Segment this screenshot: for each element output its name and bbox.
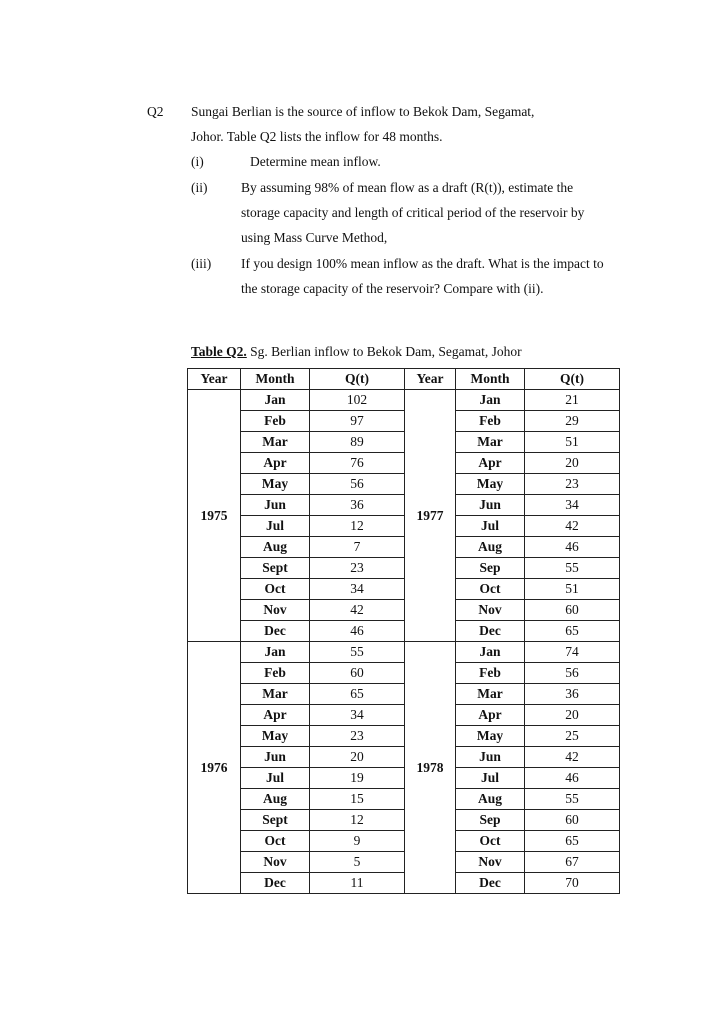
header-year-right: Year	[405, 369, 456, 390]
year-cell: 1975	[188, 390, 241, 642]
inflow-value-cell: 12	[310, 516, 405, 537]
table-row	[188, 453, 620, 474]
table-row	[188, 726, 620, 747]
month-cell: May	[456, 726, 525, 747]
month-cell: Feb	[456, 411, 525, 432]
table-row	[188, 579, 620, 600]
inflow-value-cell: 20	[310, 747, 405, 768]
table-row	[188, 600, 620, 621]
inflow-value-cell: 23	[525, 474, 620, 495]
inflow-value-cell: 29	[525, 411, 620, 432]
part-iii-label: (iii)	[191, 256, 212, 271]
month-cell: Feb	[456, 663, 525, 684]
table-row	[188, 432, 620, 453]
inflow-value-cell: 34	[310, 705, 405, 726]
month-cell: Jul	[241, 516, 310, 537]
table-row	[188, 663, 620, 684]
month-cell: Dec	[241, 873, 310, 894]
month-cell: Feb	[241, 663, 310, 684]
month-cell: Apr	[241, 705, 310, 726]
table-caption-text: Sg. Berlian inflow to Bekok Dam, Segamat, Johor	[246, 344, 522, 359]
month-cell: Jan	[241, 390, 310, 411]
table-row	[188, 684, 620, 705]
table-row	[188, 873, 620, 894]
inflow-value-cell: 34	[310, 579, 405, 600]
table-row	[188, 411, 620, 432]
month-cell: Apr	[456, 705, 525, 726]
table-row	[188, 810, 620, 831]
month-cell: May	[456, 474, 525, 495]
month-cell: Jan	[456, 390, 525, 411]
month-cell: Nov	[241, 600, 310, 621]
inflow-value-cell: 20	[525, 453, 620, 474]
table-row	[188, 747, 620, 768]
part-ii-text-line-1: By assuming 98% of mean flow as a draft (R(t)), estimate the	[241, 180, 574, 195]
month-cell: Nov	[241, 852, 310, 873]
inflow-value-cell: 23	[310, 558, 405, 579]
inflow-value-cell: 46	[310, 621, 405, 642]
inflow-value-cell: 46	[525, 768, 620, 789]
inflow-value-cell: 89	[310, 432, 405, 453]
month-cell: Sep	[456, 810, 525, 831]
question-number: Q2	[147, 104, 164, 119]
header-year-left: Year	[188, 369, 241, 390]
table-row	[188, 474, 620, 495]
part-ii-text-line-2: storage capacity and length of critical period of the reservoir by	[241, 205, 585, 220]
inflow-value-cell: 7	[310, 537, 405, 558]
table-row	[188, 558, 620, 579]
month-cell: Apr	[456, 453, 525, 474]
month-cell: Mar	[241, 432, 310, 453]
month-cell: Feb	[241, 411, 310, 432]
year-cell: 1977	[405, 390, 456, 642]
table-row	[188, 831, 620, 852]
inflow-value-cell: 60	[310, 663, 405, 684]
month-cell: Oct	[241, 579, 310, 600]
header-month-right: Month	[456, 369, 525, 390]
question-intro-line-2: Johor. Table Q2 lists the inflow for 48 months.	[191, 129, 443, 144]
month-cell: Jul	[456, 516, 525, 537]
part-i-text: Determine mean inflow.	[250, 154, 381, 169]
inflow-value-cell: 12	[310, 810, 405, 831]
inflow-value-cell: 60	[525, 810, 620, 831]
year-cell: 1976	[188, 642, 241, 894]
inflow-value-cell: 19	[310, 768, 405, 789]
table-row	[188, 621, 620, 642]
month-cell: Jun	[241, 747, 310, 768]
table-row	[188, 852, 620, 873]
month-cell: May	[241, 726, 310, 747]
table-row	[188, 789, 620, 810]
inflow-value-cell: 9	[310, 831, 405, 852]
inflow-value-cell: 76	[310, 453, 405, 474]
inflow-value-cell: 97	[310, 411, 405, 432]
part-ii-text-line-3: using Mass Curve Method,	[241, 230, 388, 245]
table-row	[188, 705, 620, 726]
header-q-right: Q(t)	[525, 369, 620, 390]
inflow-value-cell: 55	[310, 642, 405, 663]
inflow-value-cell: 70	[525, 873, 620, 894]
month-cell: Nov	[456, 852, 525, 873]
inflow-value-cell: 5	[310, 852, 405, 873]
month-cell: Mar	[456, 432, 525, 453]
month-cell: Nov	[456, 600, 525, 621]
table-header-row	[188, 369, 620, 390]
inflow-value-cell: 25	[525, 726, 620, 747]
inflow-value-cell: 67	[525, 852, 620, 873]
inflow-value-cell: 65	[525, 831, 620, 852]
inflow-value-cell: 36	[310, 495, 405, 516]
part-ii-label: (ii)	[191, 180, 208, 195]
month-cell: Aug	[456, 789, 525, 810]
month-cell: Dec	[456, 873, 525, 894]
month-cell: Sep	[456, 558, 525, 579]
inflow-value-cell: 15	[310, 789, 405, 810]
inflow-value-cell: 56	[310, 474, 405, 495]
inflow-value-cell: 60	[525, 600, 620, 621]
month-cell: Dec	[456, 621, 525, 642]
table-caption-id: Table Q2.	[191, 344, 247, 359]
month-cell: Sept	[241, 558, 310, 579]
header-month-left: Month	[241, 369, 310, 390]
month-cell: Jun	[456, 747, 525, 768]
month-cell: Oct	[241, 831, 310, 852]
inflow-value-cell: 55	[525, 558, 620, 579]
month-cell: Jun	[241, 495, 310, 516]
month-cell: Aug	[241, 789, 310, 810]
month-cell: Aug	[241, 537, 310, 558]
year-cell: 1978	[405, 642, 456, 894]
table-row	[188, 642, 620, 663]
month-cell: Jan	[241, 642, 310, 663]
inflow-value-cell: 51	[525, 432, 620, 453]
inflow-value-cell: 42	[310, 600, 405, 621]
month-cell: Sept	[241, 810, 310, 831]
inflow-value-cell: 20	[525, 705, 620, 726]
table-body	[188, 390, 620, 894]
inflow-value-cell: 42	[525, 516, 620, 537]
month-cell: Dec	[241, 621, 310, 642]
month-cell: Jan	[456, 642, 525, 663]
table-row	[188, 768, 620, 789]
table-row	[188, 516, 620, 537]
inflow-value-cell: 55	[525, 789, 620, 810]
month-cell: Oct	[456, 831, 525, 852]
inflow-value-cell: 42	[525, 747, 620, 768]
inflow-value-cell: 23	[310, 726, 405, 747]
month-cell: Mar	[456, 684, 525, 705]
inflow-value-cell: 36	[525, 684, 620, 705]
table-row	[188, 495, 620, 516]
inflow-value-cell: 51	[525, 579, 620, 600]
month-cell: Jul	[456, 768, 525, 789]
header-q-left: Q(t)	[310, 369, 405, 390]
inflow-value-cell: 65	[525, 621, 620, 642]
part-iii-text-line-2: the storage capacity of the reservoir? Compare with (ii).	[241, 281, 544, 296]
inflow-table	[187, 368, 620, 894]
month-cell: Apr	[241, 453, 310, 474]
month-cell: Mar	[241, 684, 310, 705]
table-row	[188, 390, 620, 411]
inflow-value-cell: 56	[525, 663, 620, 684]
month-cell: May	[241, 474, 310, 495]
table-row	[188, 537, 620, 558]
month-cell: Jul	[241, 768, 310, 789]
table-caption	[191, 344, 522, 360]
inflow-value-cell: 74	[525, 642, 620, 663]
inflow-value-cell: 11	[310, 873, 405, 894]
inflow-value-cell: 46	[525, 537, 620, 558]
question-intro-line-1: Sungai Berlian is the source of inflow to Bekok Dam, Segamat,	[191, 104, 535, 119]
inflow-value-cell: 21	[525, 390, 620, 411]
month-cell: Jun	[456, 495, 525, 516]
inflow-value-cell: 65	[310, 684, 405, 705]
month-cell: Aug	[456, 537, 525, 558]
inflow-value-cell: 102	[310, 390, 405, 411]
inflow-value-cell: 34	[525, 495, 620, 516]
part-iii-text-line-1: If you design 100% mean inflow as the draft. What is the impact to	[241, 256, 604, 271]
part-i-label: (i)	[191, 154, 204, 169]
month-cell: Oct	[456, 579, 525, 600]
